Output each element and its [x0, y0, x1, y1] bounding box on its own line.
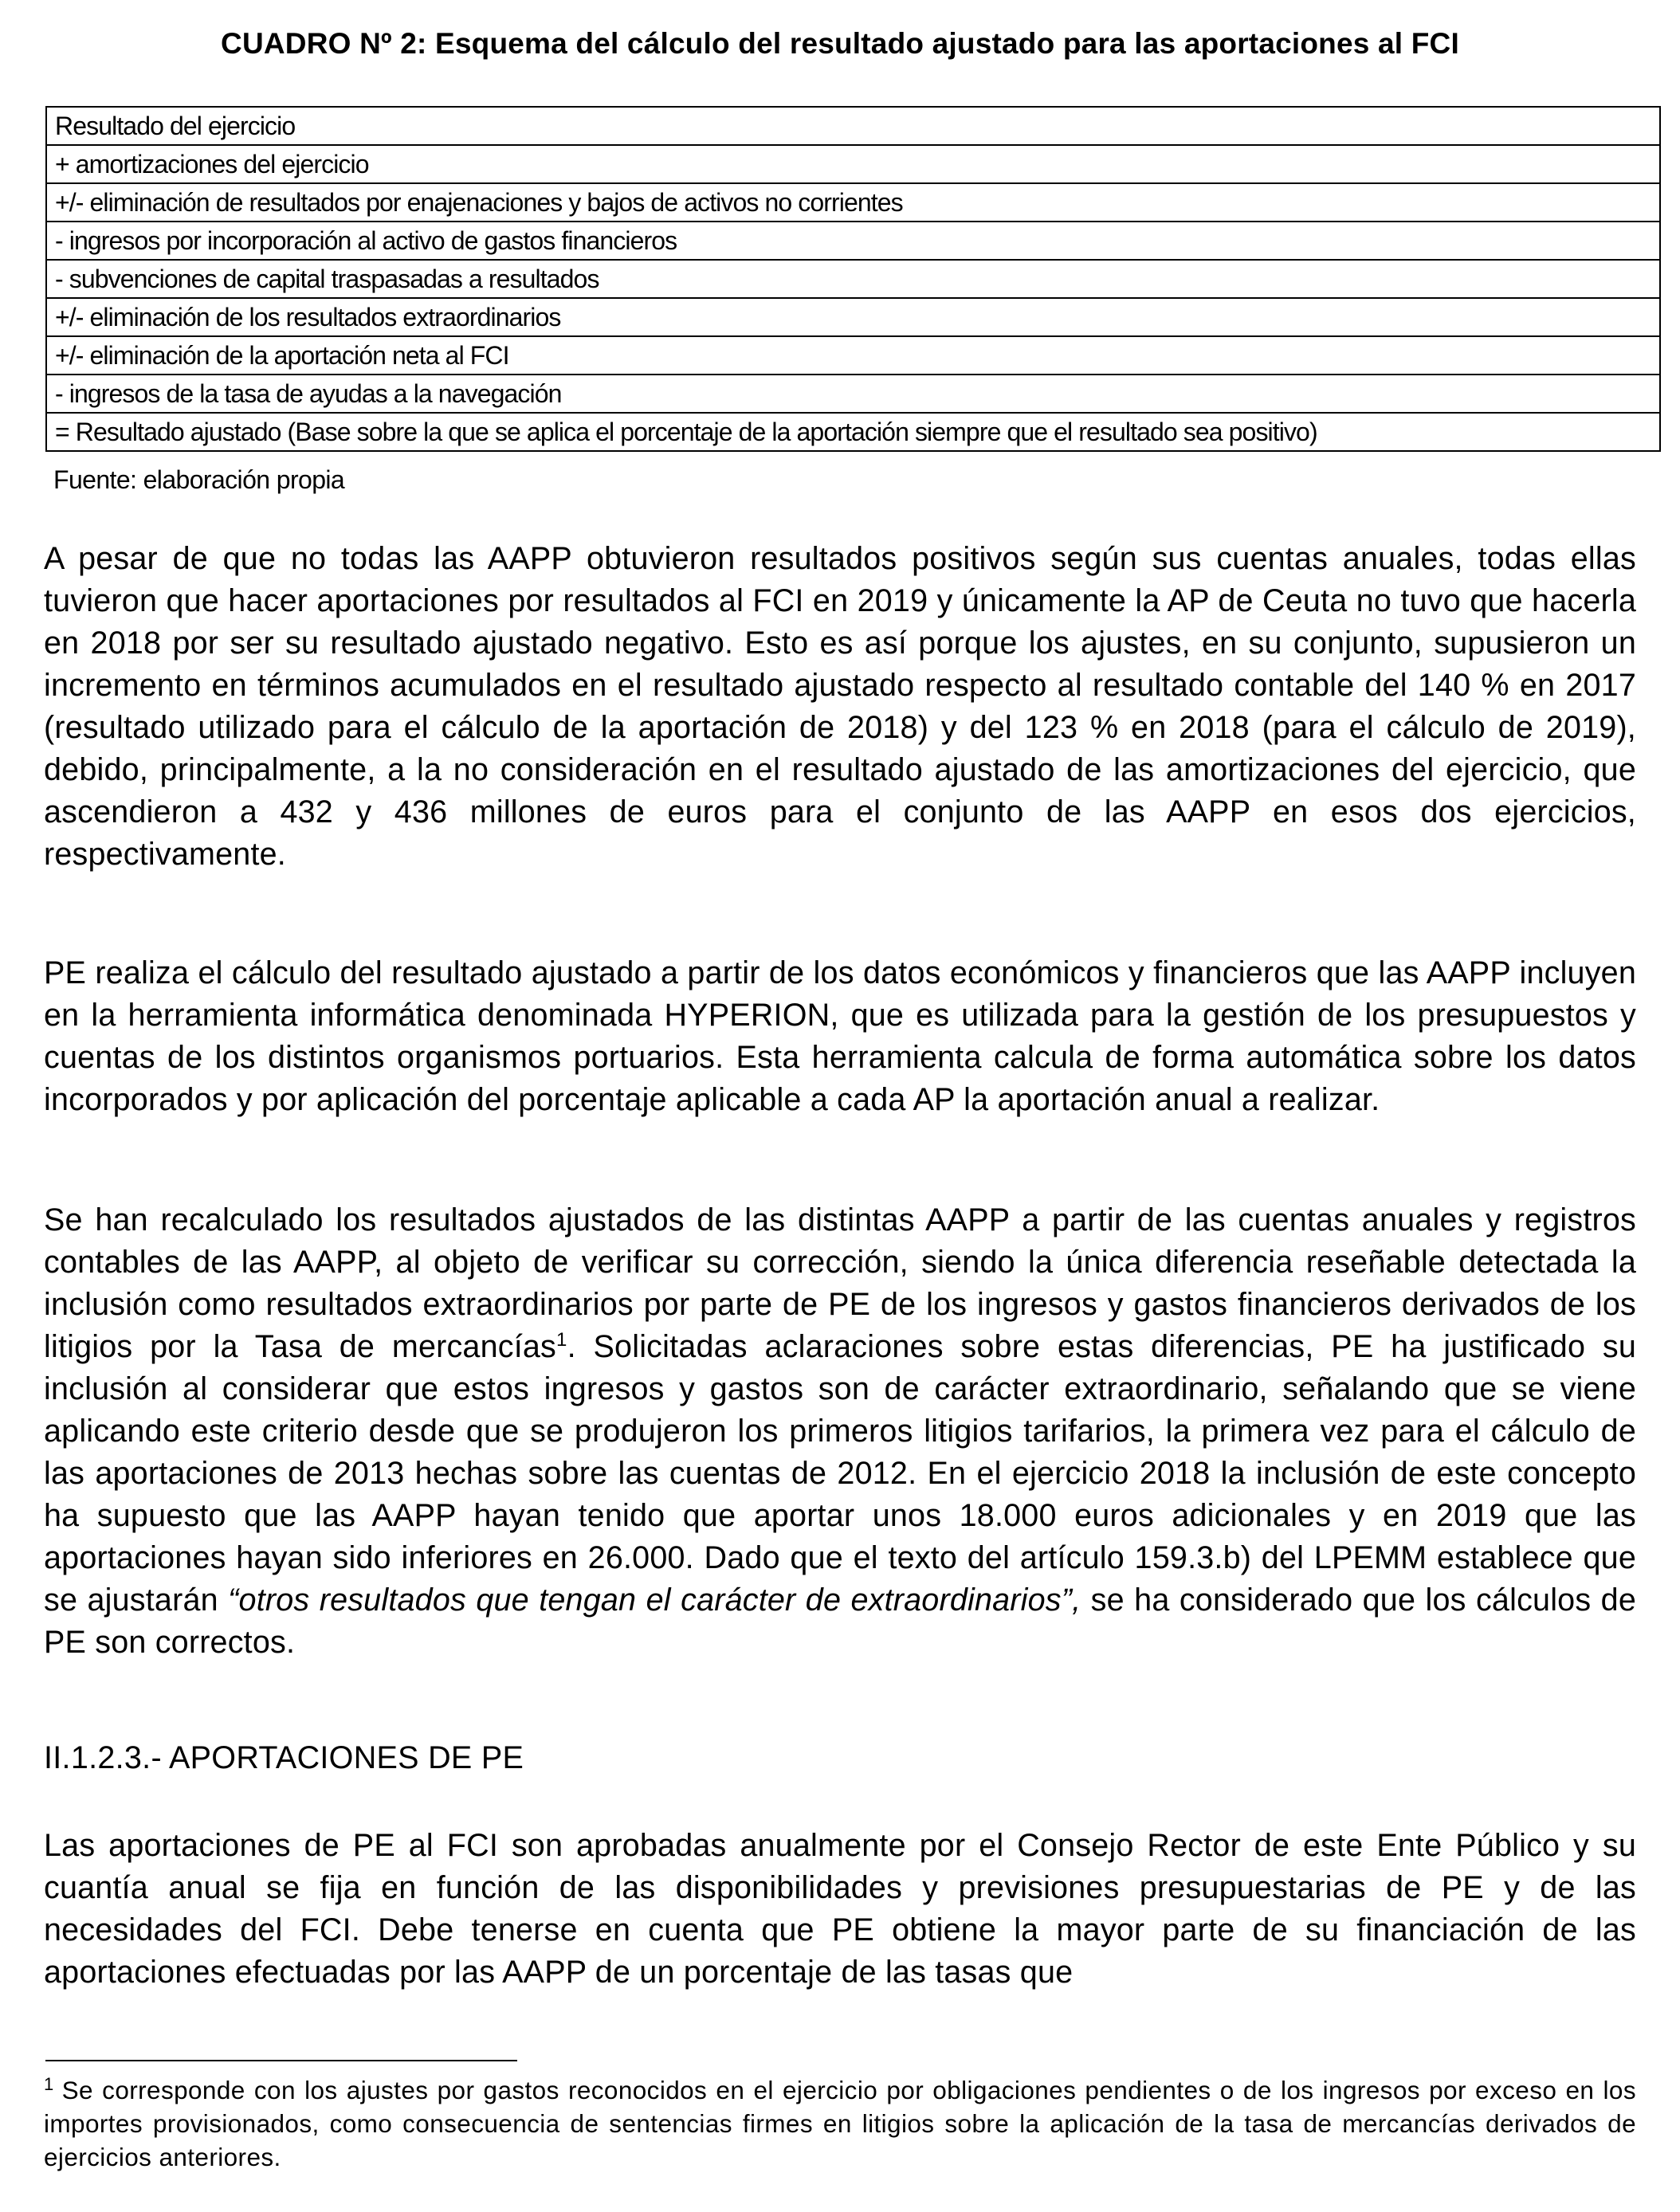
table-cell: - ingresos por incorporación al activo de gastos financieros: [46, 222, 1660, 260]
table-row: [46, 222, 1660, 260]
table-row: [46, 107, 1660, 145]
paragraph-4: Las aportaciones de PE al FCI son aprobadas anualmente por el Consejo Rector de este Ente Público y su cuantía anual se fija en función de las disponibilidades y previsiones presupuestarias de PE y de las necesidades del FCI. Debe tenerse en cuenta que PE obtiene la mayor parte de su financiación de las aportaciones efectuadas por las AAPP de un porcentaje de las tasas que: [44, 1828, 1636, 1990]
table-cell: + amortizaciones del ejercicio: [46, 145, 1660, 183]
table-cell: +/- eliminación de los resultados extraordinarios: [46, 298, 1660, 336]
table-row: [46, 298, 1660, 336]
adjusted-result-scheme-table: [45, 106, 1661, 452]
legal-quote: “otros resultados que tengan el carácter de extraordinarios”,: [228, 1583, 1081, 1618]
table-cell: - subvenciones de capital traspasadas a resultados: [46, 260, 1660, 298]
table-row: [46, 375, 1660, 413]
footnote: [44, 2073, 1636, 2174]
table-row: [46, 260, 1660, 298]
paragraph-3-text-a: Se han recalculado los resultados ajustados de las distintas AAPP a partir de las cuentas anuales y registros contables de las AAPP, al objeto de verificar su corrección, siendo la única diferencia reseñable detectada la inclusión como resultados extraordinarios por parte de PE de los ingresos y gastos financieros derivados de los litigios por la Tasa de mercancías: [44, 1202, 1636, 1364]
table-caption-title: CUADRO Nº 2: Esquema del cálculo del resultado ajustado para las aportaciones al FCI: [221, 27, 1459, 60]
table-cell: Resultado del ejercicio: [46, 107, 1660, 145]
footnote-number: 1: [44, 2073, 54, 2094]
table-cell: +/- eliminación de resultados por enajenaciones y bajos de activos no corrientes: [46, 183, 1660, 222]
footnote-separator: [45, 2060, 517, 2061]
paragraph-1: A pesar de que no todas las AAPP obtuvieron resultados positivos según sus cuentas anuales, todas ellas tuvieron que hacer aportaciones por resultados al FCI en 2019 y únicamente la AP de Ceuta no tuvo que hacerla en 2018 por ser su resultado ajustado negativo. Esto es así porque los ajustes, en su conjunto, supusieron un incremento en términos acumulados en el resultado ajustado respecto al resultado contable del 140 % en 2017 (resultado utilizado para el cálculo de la aportación de 2018) y del 123 % en 2018 (para el cálculo de 2019), debido, principalmente, a la no consideración en el resultado ajustado de las amortizaciones del ejercicio, que ascendieron a 432 y 436 millones de euros para el conjunto de las AAPP en esos dos ejercicios, respectivamente.: [44, 541, 1636, 872]
table-cell: +/- eliminación de la aportación neta al FCI: [46, 336, 1660, 375]
table-row: [46, 145, 1660, 183]
table-source-note: Fuente: elaboración propia: [53, 465, 345, 494]
table-cell: - ingresos de la tasa de ayudas a la navegación: [46, 375, 1660, 413]
table-row: [46, 413, 1660, 451]
paragraph-3-text-b: . Solicitadas aclaraciones sobre estas diferencias, PE ha justificado su inclusión al considerar que estos ingresos y gastos son de carácter extraordinario, señalando que se viene aplicando este criterio desde que se produjeron los primeros litigios tarifarios, la primera vez para el cálculo de las aportaciones de 2013 hechas sobre las cuentas de 2012. En el ejercicio 2018 la inclusión de este concepto ha supuesto que las AAPP hayan tenido que aportar unos 18.000 euros adicionales y en 2019 que las aportaciones hayan sido inferiores en 26.000. Dado que el texto del artículo 159.3.b) del LPEMM establece que se ajustarán: [44, 1329, 1636, 1618]
footnote-reference[interactable]: 1: [556, 1328, 567, 1351]
paragraph-3: [44, 1199, 1636, 1664]
footnote-text: Se corresponde con los ajustes por gastos reconocidos en el ejercicio por obligaciones pendientes o de los ingresos por exceso en los importes provisionados, como consecuencia de sentencias firmes en litigios sobre la aplicación de la tasa de mercancías derivados de ejercicios anteriores.: [44, 2076, 1636, 2171]
table-cell: = Resultado ajustado (Base sobre la que se aplica el porcentaje de la aportación siempre que el resultado sea positivo): [46, 413, 1660, 451]
table-row: [46, 336, 1660, 375]
table-row: [46, 183, 1660, 222]
paragraph-2: PE realiza el cálculo del resultado ajustado a partir de los datos económicos y financieros que las AAPP incluyen en la herramienta informática denominada HYPERION, que es utilizada para la gestión de los presupuestos y cuentas de los distintos organismos portuarios. Esta herramienta calcula de forma automática sobre los datos incorporados y por aplicación del porcentaje aplicable a cada AP la aportación anual a realizar.: [44, 955, 1636, 1117]
section-heading: II.1.2.3.- APORTACIONES DE PE: [44, 1740, 524, 1775]
paragraph-3-text-c: se ha considerado que los cálculos de PE son correctos.: [44, 1583, 1636, 1660]
